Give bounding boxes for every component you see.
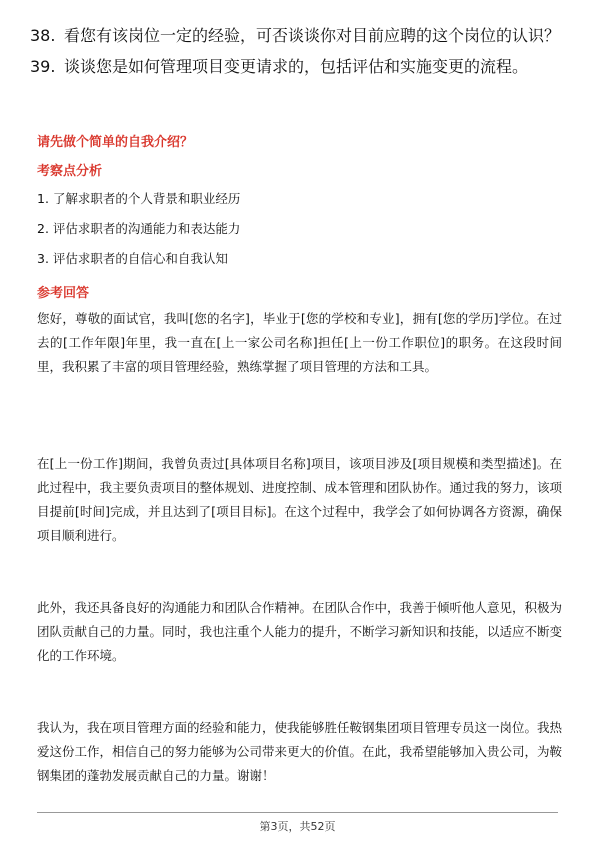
interview-question-title: 请先做个简单的自我介绍？: [37, 135, 194, 150]
page-number: 第3页，共52页: [259, 820, 336, 833]
question-item: [30, 24, 565, 47]
question-number: 38.: [30, 26, 56, 45]
analysis-item: 2. 评估求职者的沟通能力和表达能力: [37, 221, 241, 236]
analysis-heading: 考察点分析: [37, 164, 103, 179]
answer-paragraph: 我认为，我在项目管理方面的经验和能力，使我能够胜任鞍钢集团项目管理专员这一岗位。我热爱这份工作，相信自己的努力能够为公司带来更大的价值。在此，我希望能够加入贵公司，为鞍钢集团的蓬勃发展贡献自己的力量。谢谢！: [37, 720, 563, 783]
question-text: 看您有该岗位一定的经验，可否谈谈你对目前应聘的这个岗位的认识？: [64, 26, 561, 45]
question-item: [30, 55, 565, 78]
question-number: 39.: [30, 57, 56, 76]
answer-heading: 参考回答: [37, 286, 90, 301]
answer-paragraph: 您好，尊敬的面试官，我叫[您的名字]，毕业于[您的学校和专业]，拥有[您的学历]学位。在过去的[工作年限]年里，我一直在[上一家公司名称]担任[上一份工作职位]的职务。在这段时间里，我积累了丰富的项目管理经验，熟练掌握了项目管理的方法和工具。: [37, 311, 562, 374]
analysis-item: 3. 评估求职者的自信心和自我认知: [37, 251, 228, 266]
footer-divider: [37, 812, 558, 813]
answer-paragraph: 在[上一份工作]期间，我曾负责过[具体项目名称]项目，该项目涉及[项目规模和类型描述]。在此过程中，我主要负责项目的整体规划、进度控制、成本管理和团队协作。通过我的努力，该项目提前[时间]完成，并且达到了[项目目标]。在这个过程中，我学会了如何协调各方资源，确保项目顺利进行。: [37, 456, 563, 543]
answer-paragraph: 此外，我还具备良好的沟通能力和团队合作精神。在团队合作中，我善于倾听他人意见，积极为团队贡献自己的力量。同时，我也注重个人能力的提升，不断学习新知识和技能，以适应不断变化的工作环境。: [37, 600, 563, 663]
question-list: [30, 24, 565, 86]
analysis-item: 1. 了解求职者的个人背景和职业经历: [37, 191, 241, 206]
question-text: 谈谈您是如何管理项目变更请求的，包括评估和实施变更的流程。: [64, 57, 529, 76]
